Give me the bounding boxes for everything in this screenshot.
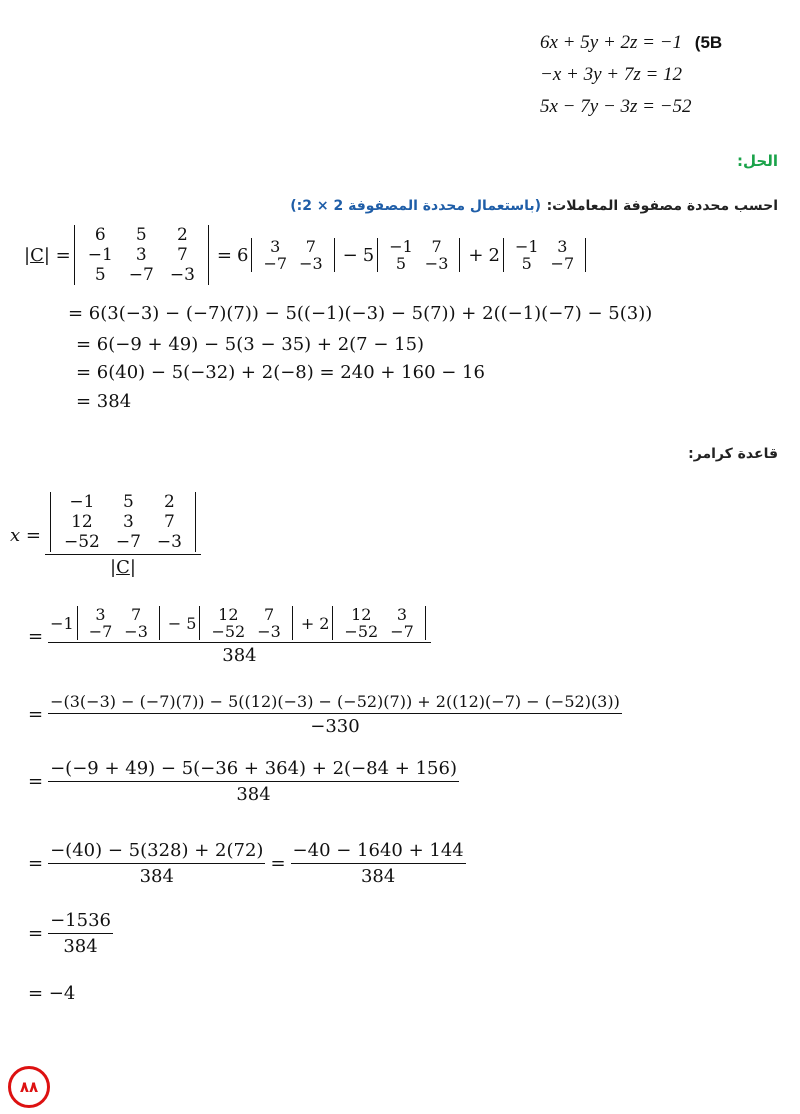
cramer-step-3: = $\frac{-(-9 + 49) - 5(-36 + 364) + 2(-84 + 156)}{384}$ bbox=[28, 758, 457, 805]
det-line-3: = 6(40) − 5(−32) + 2(−8) = 240 + 160 − 16 bbox=[76, 362, 485, 383]
det-line-2: = 6(−9 + 49) − 5(3 − 35) + 2(7 − 15) bbox=[76, 334, 425, 355]
cramer-x-fraction bbox=[10, 492, 201, 578]
x-label: x = bbox=[10, 524, 41, 546]
page-number-badge: ٨٨ bbox=[8, 1066, 50, 1108]
minor-1: 3 7 −7 −3 bbox=[251, 238, 334, 272]
cramer-step-1: = −1 3 7 −7 −3 − 5 12 7 −52 −3 + 2 12 3 −52 −7 384 bbox=[28, 606, 431, 666]
determinant-heading bbox=[290, 195, 778, 214]
equation-2: −x + 3y + 7z = 12 bbox=[540, 64, 683, 85]
det-line-1: = 6(3(−3) − (−7)(7)) − 5((−1)(−3) − 5(7)) + 2((−1)(−7) − 5(3)) bbox=[68, 303, 653, 324]
x-matrix: −1 5 2 12 3 7 −52 −7 −3 bbox=[50, 492, 196, 552]
minor-3: −1 3 5 −7 bbox=[503, 238, 586, 272]
cramer-heading: قاعدة كرامر: bbox=[688, 446, 778, 462]
x-denominator: |C| bbox=[110, 557, 136, 578]
det-lhs: |C| = bbox=[24, 244, 71, 266]
determinant-expansion: |C| = 6 5 2 −1 3 7 5 −7 −3 = 6 3 7 −7 −3 − 5 −1 7 5 −3 + 2 −1 3 5 −7 bbox=[24, 225, 589, 285]
minor-2: −1 7 5 −3 bbox=[377, 238, 460, 272]
cramer-step-2: = −(3(−3) − (−7)(7)) − 5((12)(−3) − (−52)(7)) + 2((12)(−7) − (−52)(3)) −330 bbox=[28, 692, 620, 737]
final-result: = −4 bbox=[28, 983, 76, 1004]
equation-1: 6x + 5y + 2z = −1 (5B bbox=[540, 32, 723, 53]
problem-label: (5B bbox=[694, 33, 723, 52]
cramer-step-4: = $\frac{-(40) - 5(328) + 2(72)}{384}$ = $\frac{-40 - 1640 + 144}{384}$ bbox=[28, 840, 464, 887]
cramer-step-5: = $\frac{-1536}{384}$ bbox=[28, 910, 111, 957]
det-line-4: = 384 bbox=[76, 391, 132, 412]
coefficient-matrix: 6 5 2 −1 3 7 5 −7 −3 bbox=[74, 225, 209, 285]
determinant-heading-note: (باستعمال محددة المصفوفة 2 × 2:) bbox=[290, 198, 541, 214]
solution-heading: الحل: bbox=[737, 152, 778, 170]
determinant-heading-text: احسب محددة مصفوفة المعاملات: bbox=[546, 198, 778, 214]
equation-3: 5x − 7y − 3z = −52 bbox=[540, 96, 692, 117]
